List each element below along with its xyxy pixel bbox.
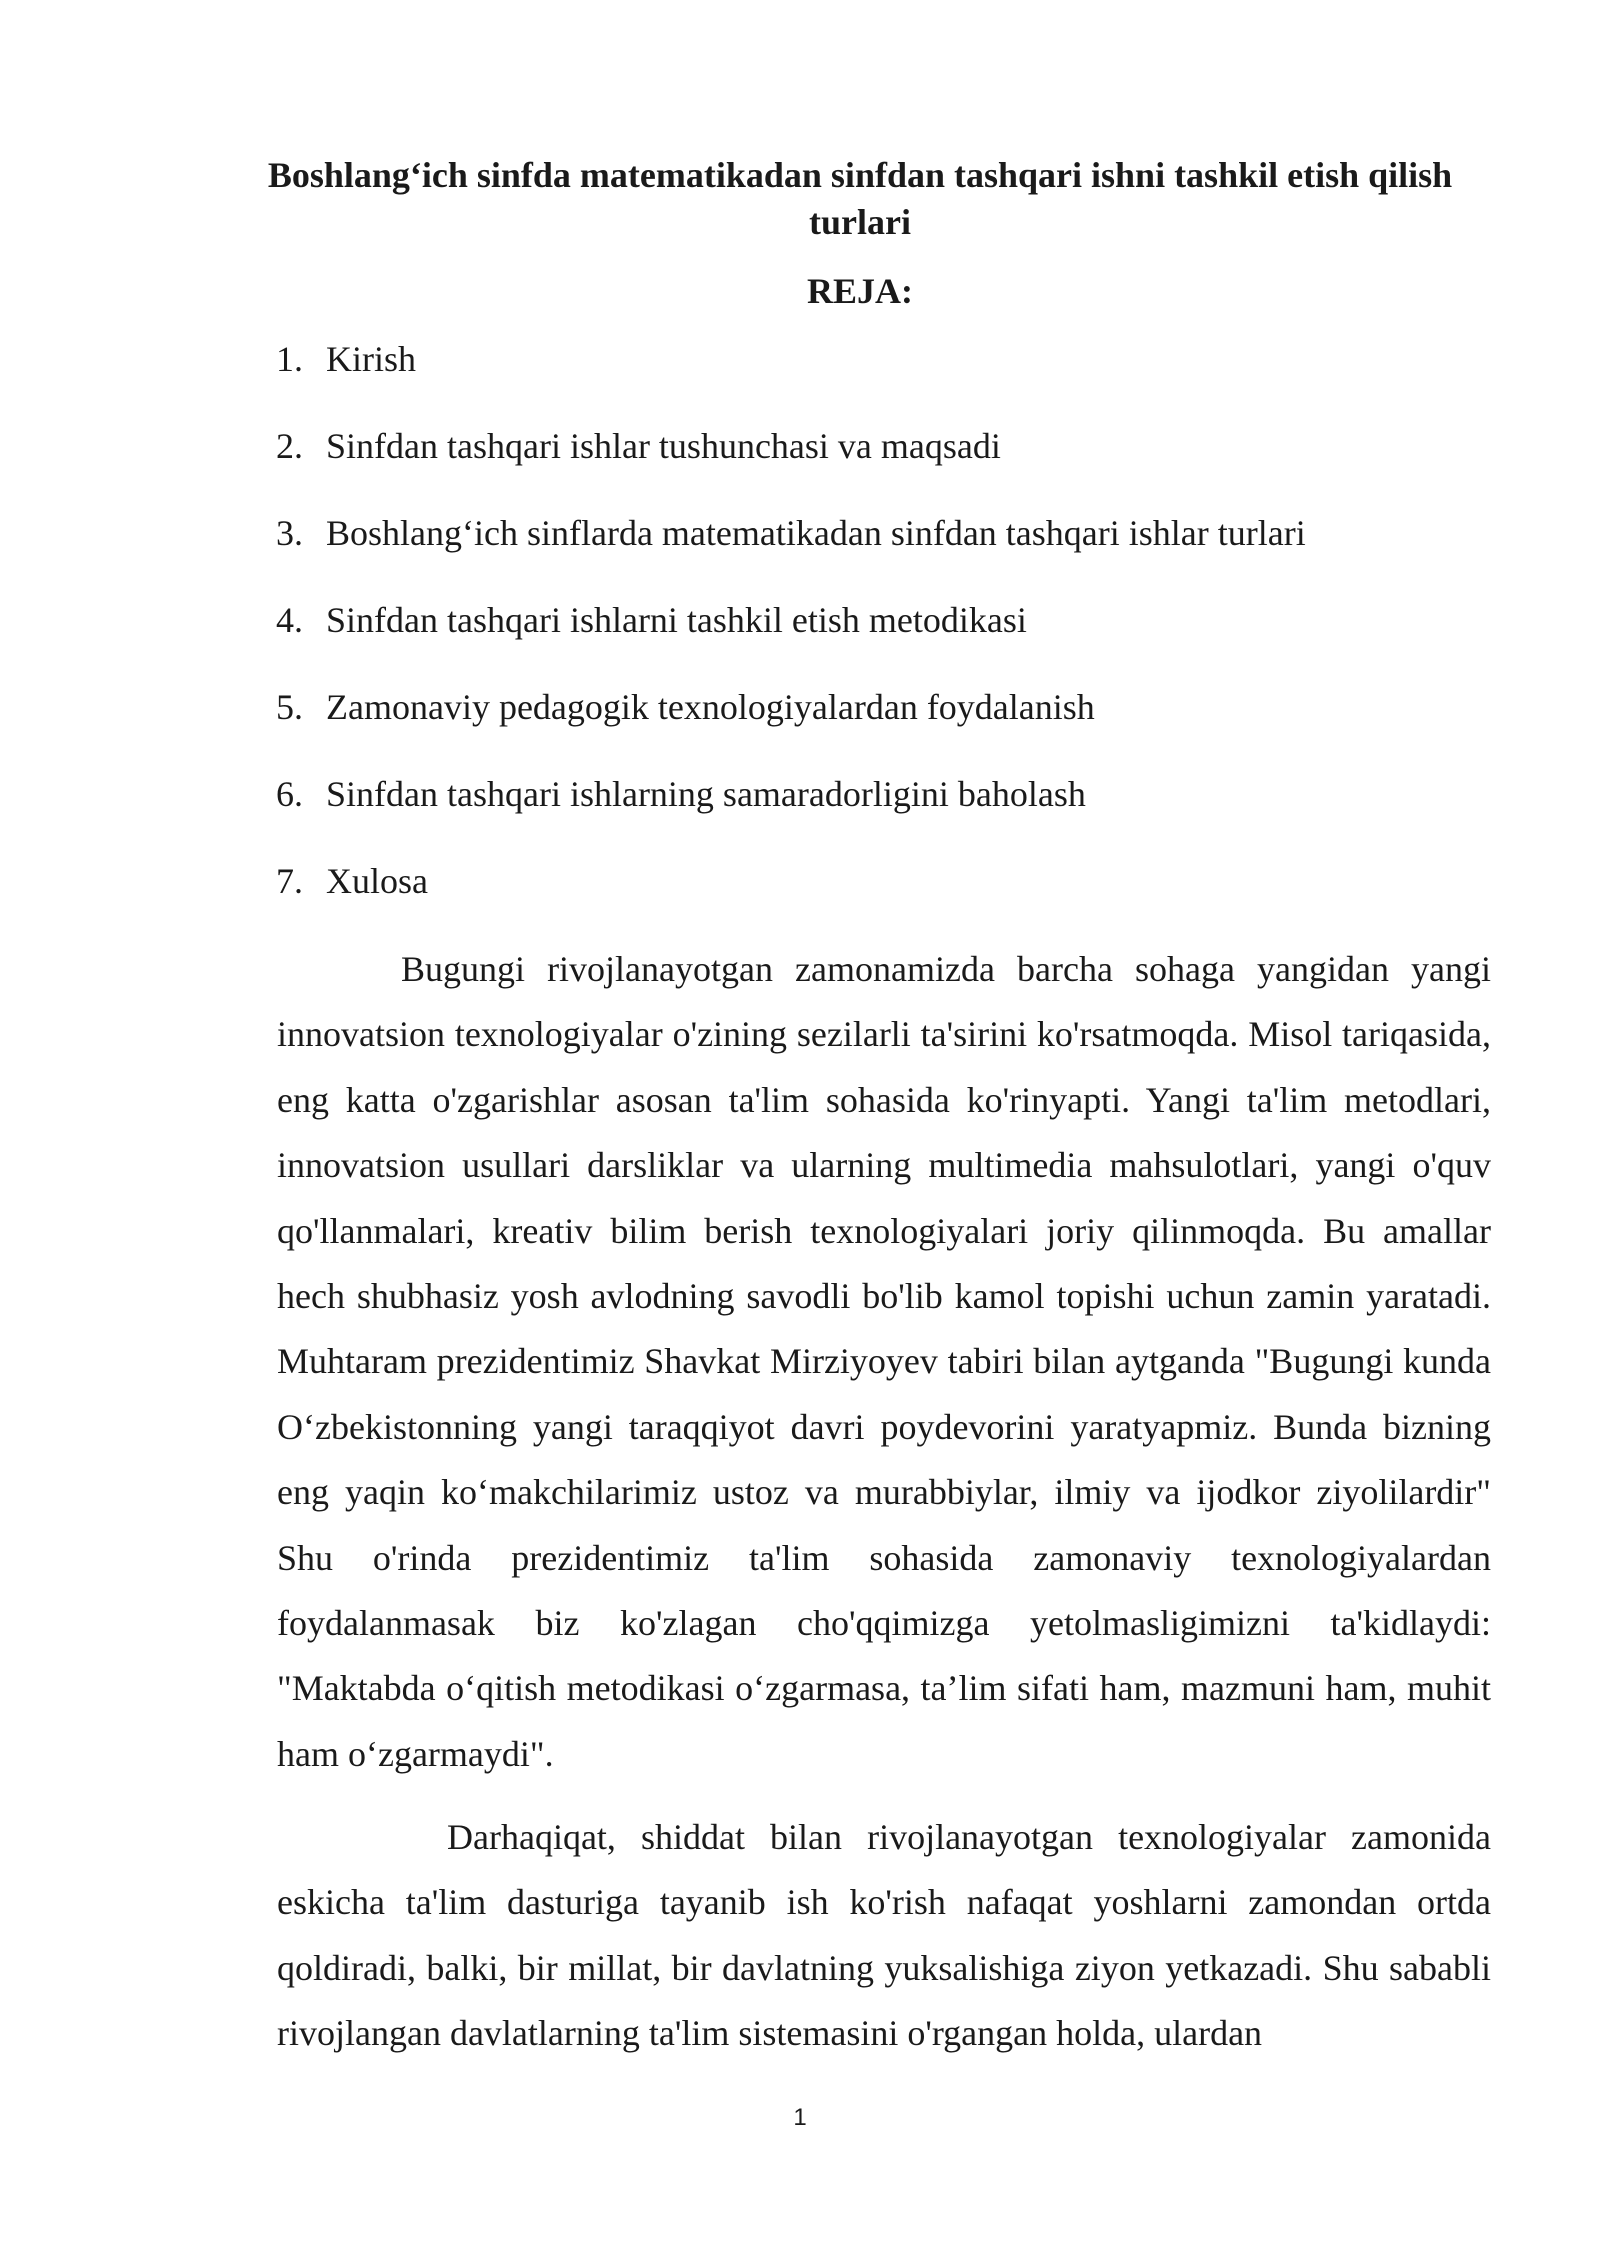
plan-item-text: Xulosa	[326, 861, 428, 901]
plan-heading: REJA:	[807, 271, 913, 311]
plan-item-number: 3.	[276, 513, 303, 553]
document-title: Boshlang‘ich sinfda matematikadan sinfdan tashqari ishni tashkil etish qilish turlari	[267, 155, 1453, 242]
plan-item	[276, 336, 1306, 423]
plan-item-number: 7.	[276, 861, 303, 901]
plan-item	[276, 684, 1306, 771]
plan-item	[276, 858, 1306, 945]
plan-item-text: Sinfdan tashqari ishlar tushunchasi va maqsadi	[326, 426, 1001, 466]
plan-item-text: Sinfdan tashqari ishlarning samaradorligini baholash	[326, 774, 1086, 814]
plan-item-number: 4.	[276, 600, 303, 640]
plan-item-text: Sinfdan tashqari ishlarni tashkil etish metodikasi	[326, 600, 1027, 640]
plan-item-number: 5.	[276, 687, 303, 727]
plan-item	[276, 510, 1306, 597]
plan-list	[276, 336, 1306, 945]
plan-item-number: 2.	[276, 426, 303, 466]
body-paragraph: Darhaqiqat, shiddat bilan rivojlanayotgan texnologiyalar zamonida eskicha ta'lim dasturiga tayanib ish ko'rish nafaqat yoshlarni zamondan ortda qoldiradi, balki, bir millat, bir davlatning yuksalishiga ziyon yetkazadi. Shu sababli rivojlangan davlatlarning ta'lim sistemasini o'rgangan holda, ulardan	[277, 1817, 1491, 2054]
body-paragraph: Bugungi rivojlanayotgan zamonamizda barcha sohaga yangidan yangi innovatsion texnologiyalar o'zining sezilarli ta'sirini ko'rsatmoqda. Misol tariqasida, eng katta o'zgarishlar asosan ta'lim sohasida ko'rinyapti. Yangi ta'lim metodlari, innovatsion usullari darsliklar va ularning multimedia mahsulotlari, yangi o'quv qo'llanmalari, kreativ bilim berish texnologiyalari joriy qilinmoqda. Bu amallar hech shubhasiz yosh avlodning savodli bo'lib kamol topishi uchun zamin yaratadi. Muhtaram prezidentimiz Shavkat Mirziyoyev tabiri bilan aytganda "Bugungi kunda O‘zbekistonning yangi taraqqiyot davri poydevorini yaratyapmiz. Bunda bizning eng yaqin ko‘makchilarimiz ustoz va murabbiylar, ilmiy va ijodkor ziyolilardir" Shu o'rinda prezidentimiz ta'lim sohasida zamonaviy texnologiyalardan foydalanmasak biz ko'zlagan cho'qqimizga yetolmasligimizni ta'kidlaydi: "Maktabda o‘qitish metodikasi o‘zgarmasa, ta’lim sifati ham, mazmuni ham, muhit ham o‘zgarmaydi".	[277, 949, 1491, 1774]
plan-item	[276, 597, 1306, 684]
plan-item-number: 6.	[276, 774, 303, 814]
plan-item-text: Zamonaviy pedagogik texnologiyalardan foydalanish	[326, 687, 1095, 727]
plan-item-number: 1.	[276, 339, 303, 379]
plan-item-text: Boshlang‘ich sinflarda matematikadan sinfdan tashqari ishlar turlari	[326, 513, 1306, 553]
plan-item	[276, 771, 1306, 858]
plan-item-text: Kirish	[326, 339, 416, 379]
page-number: 1	[793, 2104, 807, 2131]
plan-item	[276, 423, 1306, 510]
